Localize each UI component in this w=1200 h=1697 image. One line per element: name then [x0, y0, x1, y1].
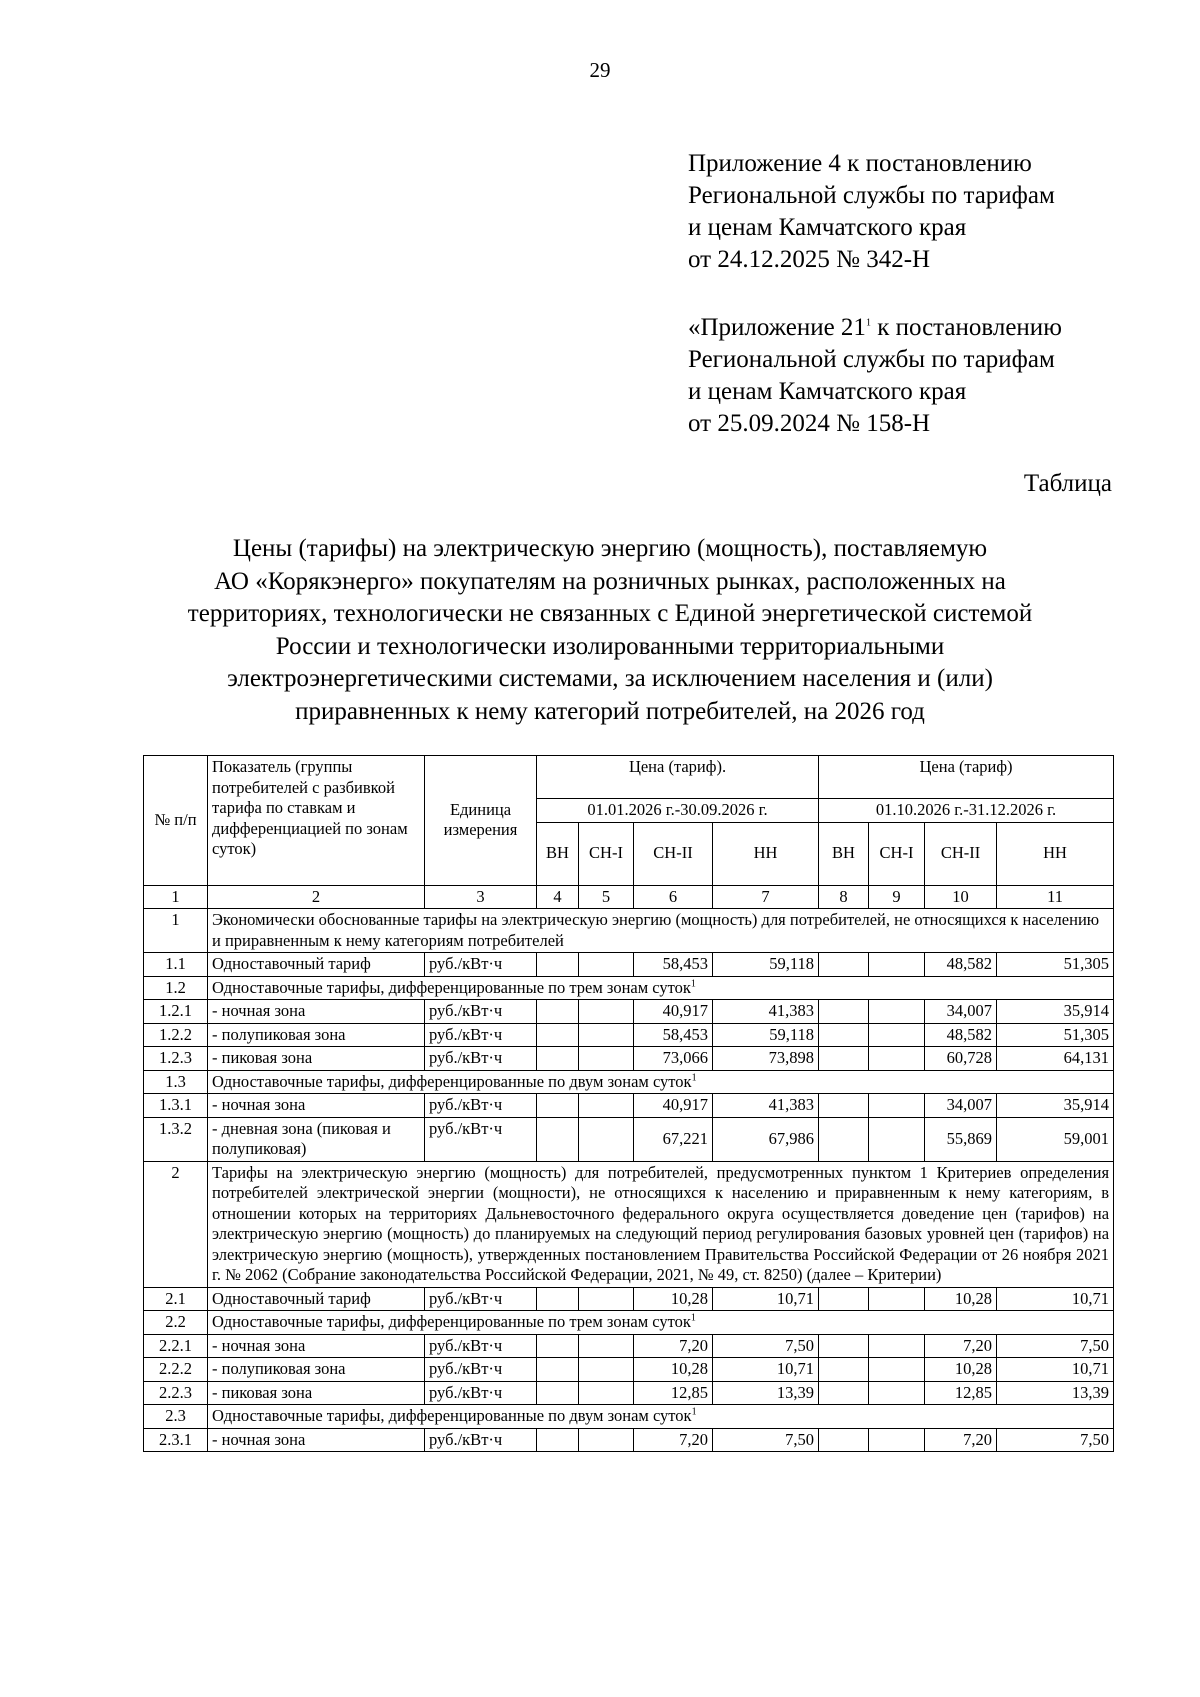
- empty-cell: [537, 1000, 579, 1024]
- empty-cell: [819, 1334, 869, 1358]
- row-num: 1.2.3: [144, 1047, 208, 1071]
- value-cell: 59,118: [713, 953, 819, 977]
- row-name: - пиковая зона: [208, 1381, 425, 1405]
- value-cell: 7,50: [997, 1428, 1114, 1452]
- row-num: 1.1: [144, 953, 208, 977]
- value-cell: 41,383: [713, 1094, 819, 1118]
- subheader-text: [208, 1070, 1114, 1094]
- empty-cell: [579, 1428, 634, 1452]
- document-title: [130, 533, 1090, 728]
- value-cell: 7,20: [925, 1428, 997, 1452]
- column-number: 5: [579, 885, 634, 909]
- subheader-row: [144, 1070, 1114, 1094]
- subheader-row: [144, 976, 1114, 1000]
- table-row: [144, 1358, 1114, 1382]
- subheader-text: [208, 1405, 1114, 1429]
- row-unit: руб./кВт·ч: [425, 1117, 537, 1161]
- appendix-suffix: к постановлению: [870, 314, 1062, 341]
- title-line: приравненных к нему категорий потребителей, на 2026 год: [295, 697, 925, 725]
- row-name: - дневная зона (пиковая и полупиковая): [208, 1117, 425, 1161]
- empty-cell: [869, 1358, 925, 1382]
- value-cell: 10,71: [713, 1358, 819, 1382]
- appendix-line: Региональной службы по тарифам: [688, 346, 1055, 373]
- footnote-mark: 1: [691, 1406, 697, 1418]
- row-name: - ночная зона: [208, 1000, 425, 1024]
- empty-cell: [537, 1094, 579, 1118]
- header-level: ВН: [537, 822, 579, 885]
- value-cell: 13,39: [997, 1381, 1114, 1405]
- empty-cell: [579, 1381, 634, 1405]
- subheader-label: Одноставочные тарифы, дифференцированные по трем зонам суток: [212, 977, 691, 997]
- row-unit: руб./кВт·ч: [425, 1287, 537, 1311]
- column-number: 8: [819, 885, 869, 909]
- column-number: 4: [537, 885, 579, 909]
- value-cell: 41,383: [713, 1000, 819, 1024]
- empty-cell: [869, 1117, 925, 1161]
- table-row: [144, 1334, 1114, 1358]
- appendix-line: и ценам Камчатского края: [688, 378, 967, 405]
- column-number: 1: [144, 885, 208, 909]
- row-num: 1.3.1: [144, 1094, 208, 1118]
- empty-cell: [579, 1117, 634, 1161]
- value-cell: 60,728: [925, 1047, 997, 1071]
- row-unit: руб./кВт·ч: [425, 1000, 537, 1024]
- section-text: Тарифы на электрическую энергию (мощность) для потребителей, предусмотренных пунктом 1 Критериев определения потребителей электрической энергии (мощности), не относящихся к населению и приравненным к нему категориям, в отношении которых на территориях Дальневосточного федерального округа осуществляется доведение цен (тарифов) на электрическую энергию (мощность) до планируемых на следующий период регулирования базовых уровней цен (тарифов) на электрическую энергию (мощность), утвержденных постановлением Правительства Российской Федерации от 26 ноября 2021 г. № 2062 (Собрание законодательства Российской Федерации, 2021, № 49, ст. 8250) (далее – Критерии): [208, 1161, 1114, 1287]
- row-num: 2.2.2: [144, 1358, 208, 1382]
- empty-cell: [869, 953, 925, 977]
- header-level: НН: [713, 822, 819, 885]
- empty-cell: [819, 1287, 869, 1311]
- tariff-table: [143, 755, 1114, 1452]
- row-num: 1.3.2: [144, 1117, 208, 1161]
- empty-cell: [537, 1117, 579, 1161]
- value-cell: 10,28: [925, 1358, 997, 1382]
- appendix-line: Региональной службы по тарифам: [688, 182, 1055, 209]
- title-line: Цены (тарифы) на электрическую энергию (мощность), поставляемую: [232, 535, 988, 562]
- header-level: СН-I: [869, 822, 925, 885]
- empty-cell: [869, 1334, 925, 1358]
- appendix-amended-reference: [688, 312, 1168, 440]
- value-cell: 10,28: [925, 1287, 997, 1311]
- empty-cell: [819, 1358, 869, 1382]
- row-unit: руб./кВт·ч: [425, 1334, 537, 1358]
- empty-cell: [579, 1334, 634, 1358]
- value-cell: 58,453: [634, 1023, 713, 1047]
- empty-cell: [869, 1000, 925, 1024]
- value-cell: 7,20: [925, 1334, 997, 1358]
- empty-cell: [537, 1047, 579, 1071]
- table-row: [144, 1094, 1114, 1118]
- table-row: [144, 1000, 1114, 1024]
- footnote-mark: 1: [691, 1072, 697, 1083]
- row-num: 2.2.1: [144, 1334, 208, 1358]
- row-num: 1.2.1: [144, 1000, 208, 1024]
- appendix-line: [688, 312, 1168, 344]
- column-number: 9: [869, 885, 925, 909]
- value-cell: 34,007: [925, 1094, 997, 1118]
- subheader-label: Одноставочные тарифы, дифференцированные по двум зонам суток: [212, 1071, 692, 1091]
- appendix-line: от 25.09.2024 № 158-Н: [688, 410, 931, 437]
- value-cell: 67,986: [713, 1117, 819, 1161]
- title-line: России и технологически изолированными территориальными: [275, 632, 945, 660]
- section-row: [144, 1161, 1114, 1287]
- row-name: - ночная зона: [208, 1094, 425, 1118]
- empty-cell: [579, 1358, 634, 1382]
- value-cell: 10,28: [634, 1287, 713, 1311]
- empty-cell: [819, 1117, 869, 1161]
- header-price-1: Цена (тариф).: [537, 756, 819, 799]
- row-unit: руб./кВт·ч: [425, 953, 537, 977]
- row-name: Одноставочный тариф: [208, 953, 425, 977]
- appendix-line: и ценам Камчатского края: [688, 214, 967, 241]
- empty-cell: [819, 1023, 869, 1047]
- header-level: СН-I: [579, 822, 634, 885]
- row-name: - ночная зона: [208, 1428, 425, 1452]
- table-row: [144, 1287, 1114, 1311]
- table-row: [144, 1023, 1114, 1047]
- value-cell: 48,582: [925, 953, 997, 977]
- subheader-text: [208, 976, 1114, 1000]
- column-number: 2: [208, 885, 425, 909]
- row-unit: руб./кВт·ч: [425, 1381, 537, 1405]
- empty-cell: [869, 1023, 925, 1047]
- appendix-current-reference: [688, 148, 1168, 276]
- row-num: 1: [144, 909, 208, 953]
- table-row: [144, 1047, 1114, 1071]
- row-num: 2: [144, 1161, 208, 1287]
- value-cell: 10,71: [997, 1358, 1114, 1382]
- table-label: Таблица: [1023, 470, 1112, 497]
- row-num: 2.3.1: [144, 1428, 208, 1452]
- column-number: 3: [425, 885, 537, 909]
- empty-cell: [537, 1381, 579, 1405]
- title-line: территориях, технологически не связанных с Единой энергетической системой: [187, 600, 1033, 627]
- row-name: Одноставочный тариф: [208, 1287, 425, 1311]
- empty-cell: [819, 1047, 869, 1071]
- column-number: 10: [925, 885, 997, 909]
- empty-cell: [579, 1023, 634, 1047]
- empty-cell: [537, 1334, 579, 1358]
- value-cell: 12,85: [634, 1381, 713, 1405]
- value-cell: 7,50: [713, 1334, 819, 1358]
- value-cell: 73,898: [713, 1047, 819, 1071]
- row-unit: руб./кВт·ч: [425, 1023, 537, 1047]
- value-cell: 7,50: [713, 1428, 819, 1452]
- header-level: НН: [997, 822, 1114, 885]
- value-cell: 12,85: [925, 1381, 997, 1405]
- value-cell: 10,28: [634, 1358, 713, 1382]
- section-text: Экономически обоснованные тарифы на электрическую энергию (мощность) для потребителей, не относящихся к населению и приравненным к нему категориям потребителей: [208, 909, 1114, 953]
- row-unit: руб./кВт·ч: [425, 1094, 537, 1118]
- row-unit: руб./кВт·ч: [425, 1047, 537, 1071]
- title-line: электроэнергетическими системами, за исключением населения и (или): [227, 665, 993, 692]
- subheader-row: [144, 1311, 1114, 1335]
- table-row: [144, 1117, 1114, 1161]
- empty-cell: [537, 1428, 579, 1452]
- row-num: 1.2.2: [144, 1023, 208, 1047]
- row-unit: руб./кВт·ч: [425, 1358, 537, 1382]
- column-number: 11: [997, 885, 1114, 909]
- empty-cell: [579, 1047, 634, 1071]
- column-number: 7: [713, 885, 819, 909]
- table-row: [144, 1428, 1114, 1452]
- empty-cell: [537, 1358, 579, 1382]
- empty-cell: [869, 1381, 925, 1405]
- row-name: - ночная зона: [208, 1334, 425, 1358]
- empty-cell: [869, 1047, 925, 1071]
- header-level: ВН: [819, 822, 869, 885]
- header-level: СН-II: [925, 822, 997, 885]
- value-cell: 40,917: [634, 1000, 713, 1024]
- value-cell: 67,221: [634, 1117, 713, 1161]
- value-cell: 59,001: [997, 1117, 1114, 1161]
- value-cell: 35,914: [997, 1094, 1114, 1118]
- row-num: 1.2: [144, 976, 208, 1000]
- value-cell: 40,917: [634, 1094, 713, 1118]
- row-unit: руб./кВт·ч: [425, 1428, 537, 1452]
- appendix-line: Приложение 4 к постановлению: [688, 150, 1032, 177]
- column-number: 6: [634, 885, 713, 909]
- subheader-label: Одноставочные тарифы, дифференцированные по двум зонам суток: [212, 1406, 692, 1425]
- empty-cell: [869, 1094, 925, 1118]
- empty-cell: [537, 953, 579, 977]
- value-cell: 10,71: [713, 1287, 819, 1311]
- empty-cell: [869, 1287, 925, 1311]
- empty-cell: [869, 1428, 925, 1452]
- header-period-2: 01.10.2026 г.-31.12.2026 г.: [819, 799, 1114, 823]
- empty-cell: [819, 953, 869, 977]
- empty-cell: [579, 1000, 634, 1024]
- value-cell: 64,131: [997, 1047, 1114, 1071]
- empty-cell: [819, 1094, 869, 1118]
- appendix-prefix: «Приложение 21: [688, 314, 866, 341]
- header-num: № п/п: [144, 756, 208, 886]
- header-level: СН-II: [634, 822, 713, 885]
- header-period-1: 01.01.2026 г.-30.09.2026 г.: [537, 799, 819, 823]
- footnote-mark: 1: [690, 978, 696, 989]
- value-cell: 35,914: [997, 1000, 1114, 1024]
- value-cell: 48,582: [925, 1023, 997, 1047]
- value-cell: 59,118: [713, 1023, 819, 1047]
- row-num: 2.2: [144, 1311, 208, 1335]
- value-cell: 13,39: [713, 1381, 819, 1405]
- subheader-row: [144, 1405, 1114, 1429]
- header-indicator: Показатель (группы потребителей с разбивкой тарифа по ставкам и дифференциацией по зонам суток): [208, 756, 425, 886]
- empty-cell: [819, 1381, 869, 1405]
- empty-cell: [819, 1000, 869, 1024]
- header-price-2: Цена (тариф): [819, 756, 1114, 799]
- subheader-text: [208, 1311, 1114, 1335]
- page-number: 29: [589, 58, 611, 82]
- empty-cell: [579, 953, 634, 977]
- header-unit: Единица измерения: [425, 756, 537, 886]
- empty-cell: [819, 1428, 869, 1452]
- value-cell: 34,007: [925, 1000, 997, 1024]
- empty-cell: [579, 1287, 634, 1311]
- row-num: 2.1: [144, 1287, 208, 1311]
- row-name: - пиковая зона: [208, 1047, 425, 1071]
- subheader-label: Одноставочные тарифы, дифференцированные по трем зонам суток: [212, 1312, 691, 1331]
- section-row: [144, 909, 1114, 953]
- empty-cell: [537, 1287, 579, 1311]
- value-cell: 51,305: [997, 953, 1114, 977]
- value-cell: 73,066: [634, 1047, 713, 1071]
- row-num: 2.2.3: [144, 1381, 208, 1405]
- value-cell: 10,71: [997, 1287, 1114, 1311]
- row-num: 2.3: [144, 1405, 208, 1429]
- empty-cell: [537, 1023, 579, 1047]
- value-cell: 7,20: [634, 1428, 713, 1452]
- table-row: [144, 953, 1114, 977]
- table-row: [144, 1381, 1114, 1405]
- row-name: - полупиковая зона: [208, 1358, 425, 1382]
- empty-cell: [579, 1094, 634, 1118]
- value-cell: 58,453: [634, 953, 713, 977]
- value-cell: 7,20: [634, 1334, 713, 1358]
- row-name: - полупиковая зона: [208, 1023, 425, 1047]
- appendix-line: от 24.12.2025 № 342-Н: [688, 246, 931, 273]
- title-line: АО «Корякэнерго» покупателям на розничных рынках, расположенных на: [214, 567, 1006, 595]
- value-cell: 55,869: [925, 1117, 997, 1161]
- value-cell: 7,50: [997, 1334, 1114, 1358]
- value-cell: 51,305: [997, 1023, 1114, 1047]
- footnote-mark: 1: [690, 1312, 696, 1324]
- row-num: 1.3: [144, 1070, 208, 1094]
- appendix-superscript: 1: [865, 317, 871, 329]
